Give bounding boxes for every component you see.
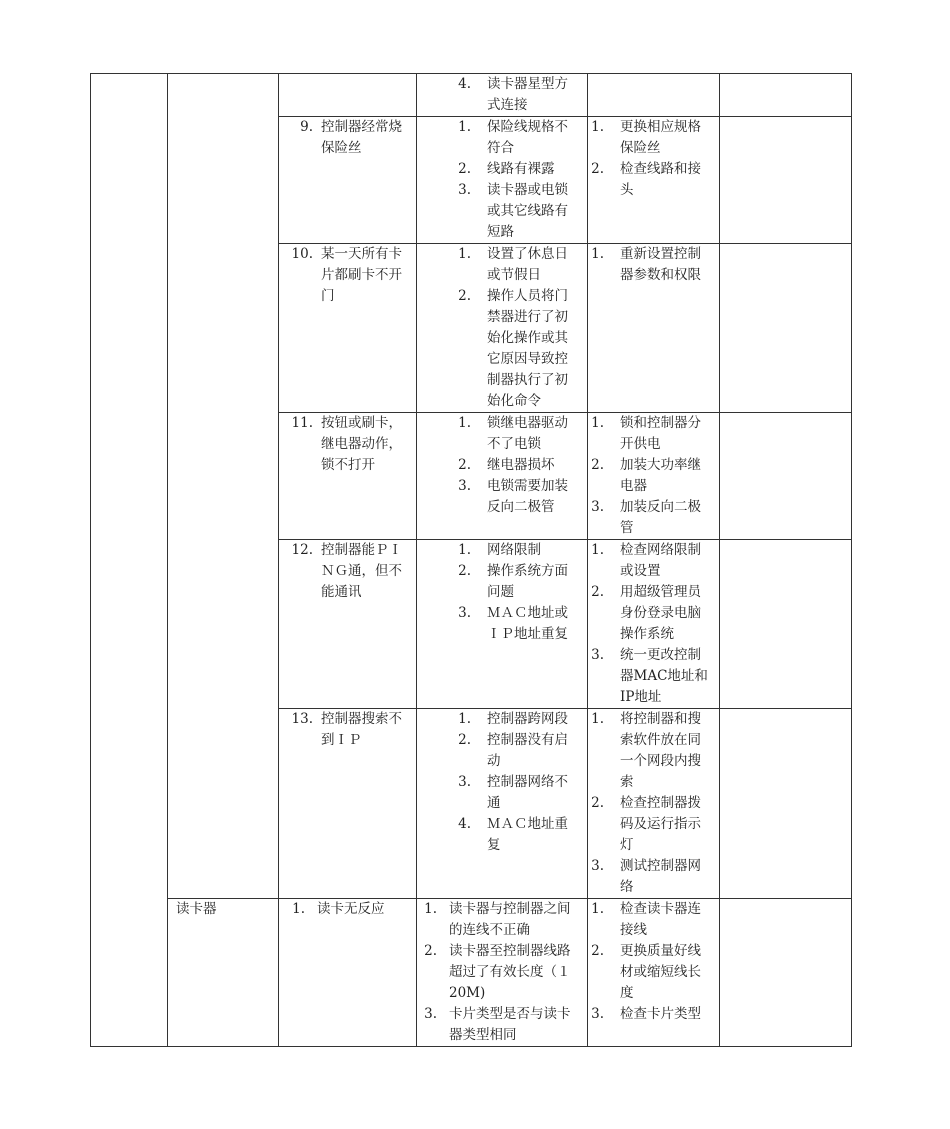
category-cell-controller [168, 74, 279, 899]
solution-list [588, 899, 719, 1025]
list-item [588, 413, 719, 455]
list-item [417, 899, 587, 941]
item-number: 1. [591, 246, 604, 262]
item-text: 线路有裸露 [487, 161, 555, 177]
fault-item: 13. 控制器搜索不到ＩＰ [291, 711, 402, 748]
item-text: 检查线路和接头 [620, 161, 701, 198]
troubleshooting-table [90, 73, 852, 1047]
list-item [417, 117, 587, 159]
item-text: 检查控制器拨码及运行指示灯 [620, 795, 701, 853]
item-number: 2. [591, 161, 604, 177]
item-text: 读卡器至控制器线路超过了有效长度（１20M) [449, 943, 571, 1001]
fault-item: 11. 按钮或刷卡，继电器动作，锁不打开 [291, 415, 402, 473]
item-text: 加装反向二极管 [620, 499, 701, 536]
solution-list [588, 244, 719, 286]
list-item [417, 561, 587, 603]
item-text: 统一更改控制器MAC地址和IP地址 [620, 647, 708, 705]
remark-cell [720, 117, 852, 244]
list-item [588, 497, 719, 539]
item-number: 3. [458, 182, 471, 198]
cause-cell [417, 117, 588, 244]
item-text: 重新设置控制器参数和权限 [620, 246, 701, 283]
item-number: 2. [458, 457, 471, 473]
item-text: 网络限制 [487, 542, 541, 558]
list-item [417, 1004, 587, 1046]
cause-list [417, 540, 587, 645]
list-item [417, 540, 587, 561]
remark-cell [720, 899, 852, 1047]
solution-list [588, 540, 719, 708]
category-cell-reader [168, 899, 279, 1047]
item-text: 测试控制器网络 [620, 858, 701, 895]
item-number: 3. [458, 478, 471, 494]
item-text: 操作系统方面问题 [487, 563, 568, 600]
item-text: 读卡器与控制器之间的连线不正确 [449, 901, 571, 938]
list-item [588, 709, 719, 793]
item-number: 1. [458, 542, 471, 558]
item-number: 1. [458, 119, 471, 135]
item-number: 3. [424, 1006, 437, 1022]
item-text: 读卡器或电锁或其它线路有短路 [487, 182, 568, 240]
list-item [417, 455, 587, 476]
cause-list [417, 413, 587, 518]
list-item [417, 476, 587, 518]
list-item [588, 582, 719, 645]
cause-list [417, 899, 587, 1046]
item-text: 电锁需要加装反向二极管 [487, 478, 568, 515]
solution-cell [588, 540, 720, 709]
item-number: 1. [424, 901, 437, 917]
item-number: 4. [458, 816, 471, 832]
item-text: 用超级管理员身份登录电脑操作系统 [620, 584, 701, 642]
cause-cell [417, 244, 588, 413]
list-item [417, 244, 587, 286]
item-text: 控制器网络不通 [487, 774, 568, 811]
item-text: 更换质量好线材或缩短线长度 [620, 943, 701, 1001]
item-text: 控制器跨网段 [487, 711, 568, 727]
list-item [588, 540, 719, 582]
fault-cell [279, 899, 417, 1047]
list-item [417, 413, 587, 455]
item-number: 3. [591, 1006, 604, 1022]
category-label: 读卡器 [176, 901, 217, 917]
item-text: ＭＡＣ地址重复 [487, 816, 568, 853]
item-number: 1. [458, 246, 471, 262]
list-item [417, 180, 587, 243]
solution-list [588, 117, 719, 201]
item-text: ＭＡＣ地址或ＩＰ地址重复 [487, 605, 568, 642]
list-item [588, 793, 719, 856]
list-item [588, 455, 719, 497]
remark-cell [720, 540, 852, 709]
fault-cell [279, 117, 417, 244]
item-number: 4. [458, 76, 471, 92]
solution-cell [588, 117, 720, 244]
cause-cell [417, 709, 588, 899]
cause-cell [417, 540, 588, 709]
solution-cell [588, 74, 720, 117]
item-number: 1. [591, 415, 604, 431]
item-text: 锁继电器驱动不了电锁 [487, 415, 568, 452]
item-text: 更换相应规格保险丝 [620, 119, 701, 156]
item-number: 2. [458, 288, 471, 304]
item-number: 3. [591, 858, 604, 874]
cause-list [417, 709, 587, 856]
item-number: 1. [458, 415, 471, 431]
item-text: 操作人员将门禁器进行了初始化操作或其它原因导致控制器执行了初始化命令 [487, 288, 568, 409]
item-text: 将控制器和搜索软件放在同一个网段内搜索 [620, 711, 701, 790]
cause-cell [417, 74, 588, 117]
list-item [588, 117, 719, 159]
cause-cell [417, 899, 588, 1047]
item-number: 2. [458, 563, 471, 579]
item-number: 1. [591, 711, 604, 727]
list-item [588, 899, 719, 941]
item-text: 检查读卡器连接线 [620, 901, 701, 938]
cause-list [417, 244, 587, 412]
fault-item: 12. 控制器能ＰＩＮＧ通，但不能通讯 [291, 542, 402, 600]
item-number: 1. [591, 901, 604, 917]
list-item [588, 941, 719, 1004]
item-text: 读卡器星型方式连接 [487, 76, 568, 113]
item-number: 1. [458, 711, 471, 727]
fault-item: 10. 某一天所有卡片都刷卡不开门 [291, 246, 402, 304]
list-item [417, 74, 587, 116]
list-item [588, 159, 719, 201]
fault-cell [279, 74, 417, 117]
list-item [588, 1004, 719, 1025]
cause-cell [417, 413, 588, 540]
solution-cell [588, 413, 720, 540]
item-number: 1. [591, 119, 604, 135]
solution-cell [588, 244, 720, 413]
item-number: 3. [458, 605, 471, 621]
list-item [417, 941, 587, 1004]
list-item [417, 814, 587, 856]
item-number: 2. [458, 732, 471, 748]
item-number: 3. [591, 499, 604, 515]
cause-list [417, 117, 587, 243]
solution-list [588, 413, 719, 539]
list-item [588, 645, 719, 708]
list-item [417, 286, 587, 412]
list-item [417, 709, 587, 730]
item-text: 卡片类型是否与读卡器类型相同 [449, 1006, 571, 1043]
fault-item: 9. 控制器经常烧保险丝 [300, 119, 402, 156]
item-text: 加装大功率继电器 [620, 457, 701, 494]
item-text: 保险线规格不符合 [487, 119, 568, 156]
solution-cell [588, 709, 720, 899]
cause-list [417, 74, 587, 116]
item-number: 3. [591, 647, 604, 663]
list-item [417, 159, 587, 180]
fault-cell [279, 413, 417, 540]
fault-cell [279, 709, 417, 899]
item-text: 检查卡片类型 [620, 1006, 701, 1022]
solution-list [588, 709, 719, 898]
item-number: 1. [591, 542, 604, 558]
item-number: 2. [591, 943, 604, 959]
list-item [588, 244, 719, 286]
fault-cell [279, 244, 417, 413]
item-number: 2. [424, 943, 437, 959]
item-text: 设置了休息日或节假日 [487, 246, 568, 283]
table-row [91, 74, 852, 117]
fault-cell [279, 540, 417, 709]
remark-cell [720, 74, 852, 117]
item-text: 继电器损坏 [487, 457, 555, 473]
system-cell [91, 74, 168, 1047]
solution-cell [588, 899, 720, 1047]
fault-item: 1. 读卡无反应 [292, 901, 385, 917]
item-number: 2. [591, 584, 604, 600]
item-number: 2. [591, 795, 604, 811]
remark-cell [720, 709, 852, 899]
item-number: 2. [458, 161, 471, 177]
item-text: 锁和控制器分开供电 [620, 415, 701, 452]
item-number: 2. [591, 457, 604, 473]
list-item [417, 603, 587, 645]
list-item [417, 772, 587, 814]
remark-cell [720, 413, 852, 540]
list-item [417, 730, 587, 772]
remark-cell [720, 244, 852, 413]
list-item [588, 856, 719, 898]
table-row [91, 899, 852, 1047]
item-text: 控制器没有启动 [487, 732, 568, 769]
item-text: 检查网络限制或设置 [620, 542, 701, 579]
item-number: 3. [458, 774, 471, 790]
